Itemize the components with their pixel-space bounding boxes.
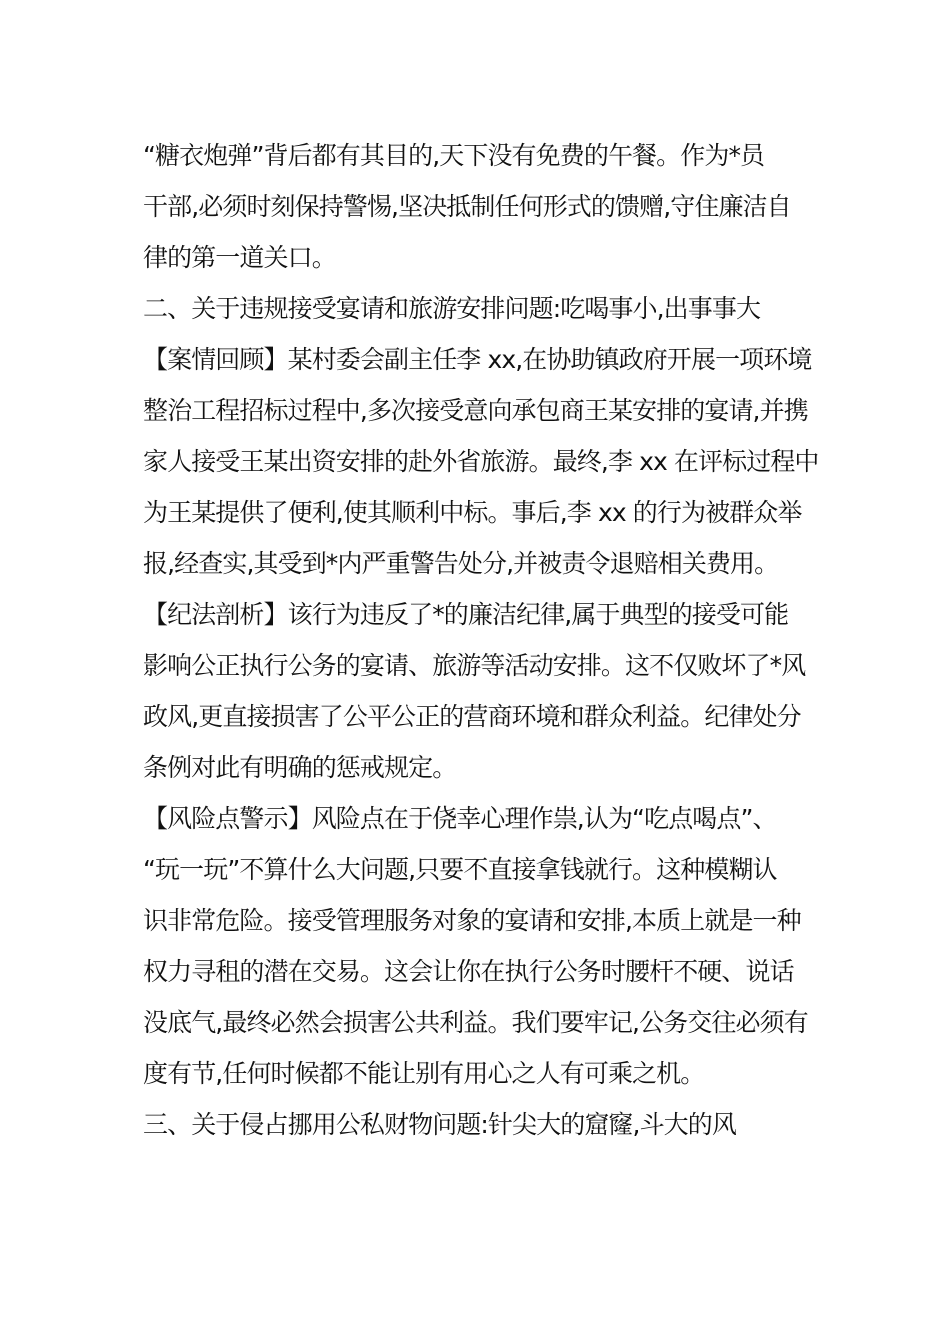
text-line: 干部,必须时刻保持警惕,坚决抵制任何形式的馈赠,守住廉洁自 — [143, 192, 791, 221]
text-line: “糖衣炮弹”背后都有其目的,天下没有免费的午餐。作为*员 — [143, 141, 765, 170]
text-line: 【案情回顾】某村委会副主任李 xx,在协助镇政府开展一项环境 — [143, 345, 812, 374]
text-line: 整治工程招标过程中,多次接受意向承包商王某安排的宴请,并携 — [143, 396, 808, 425]
text-line: 【纪法剖析】该行为违反了*的廉洁纪律,属于典型的接受可能 — [143, 600, 789, 629]
text-line: 报,经查实,其受到*内严重警告处分,并被责令退赔相关费用。 — [143, 549, 779, 578]
document-body — [143, 130, 819, 1150]
text-line: 家人接受王某出资安排的赴外省旅游。最终,李 xx 在评标过程中 — [143, 447, 819, 476]
text-line: 条例对此有明确的惩戒规定。 — [143, 753, 457, 782]
text-line: 影响公正执行公务的宴请、旅游等活动安排。这不仅败坏了*风 — [143, 651, 806, 680]
text-line: 识非常危险。接受管理服务对象的宴请和安排,本质上就是一种 — [143, 906, 801, 935]
text-line: 律的第一道关口。 — [143, 243, 336, 272]
text-line: 权力寻租的潜在交易。这会让你在执行公务时腰杆不硬、说话 — [143, 957, 794, 986]
text-line: “玩一玩”不算什么大问题,只要不直接拿钱就行。这种模糊认 — [143, 855, 777, 884]
section-heading: 二、关于违规接受宴请和旅游安排问题:吃喝事小,出事事大 — [143, 294, 761, 323]
text-line: 度有节,任何时候都不能让别有用心之人有可乘之机。 — [143, 1059, 705, 1088]
text-line: 没底气,最终必然会损害公共利益。我们要牢记,公务交往必须有 — [143, 1008, 808, 1037]
text-line: 为王某提供了便利,使其顺利中标。事后,李 xx 的行为被群众举 — [143, 498, 802, 527]
section-heading: 三、关于侵占挪用公私财物问题:针尖大的窟窿,斗大的风 — [143, 1110, 736, 1139]
text-line: 【风险点警示】风险点在于侥幸心理作祟,认为“吃点喝点”、 — [143, 804, 777, 833]
text-line: 政风,更直接损害了公平公正的营商环境和群众利益。纪律处分 — [143, 702, 801, 731]
